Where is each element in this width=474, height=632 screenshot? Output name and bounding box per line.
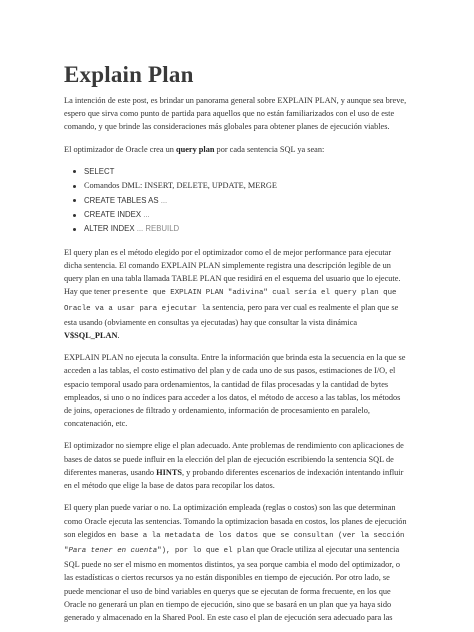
query-plan-paragraph: El query plan es el método elegido por el optimizador como el de mejor performance para ejecutar dicha sentencia. El comando EXPLAIN PLAN simplemente registra una descripción legible de un query plan en una tabla llamada TABLE PLAN que residirá en el esquema del usuario que lo ejecute. Hay que tener presente que EXPLAIN PLAN "adivina" cual sería el query plan que Oracle va a usar para ejecutar la sentencia, pero para ver cual es realmente el plan que se esta usando (obviamente en consultas ya ejecutadas) hay que consultar la vista dinámica V$SQL_PLAN.: [64, 247, 401, 341]
intro-paragraph: La intención de este post, es brindar un panorama general sobre EXPLAIN PLAN, y aunque sea breve, espero que sirva como punto de partida para aquellos que no están familiarizados con el uso de este comando, y que brinde las consideraciones más globales para obtener planes de ejecución viables.: [64, 96, 407, 132]
hints-term: HINTS: [156, 467, 182, 477]
query-plan-term: query plan: [175, 144, 215, 154]
explain-plan-paragraph: EXPLAIN PLAN no ejecuta la consulta. Entre la información que brinda esta la secuencia en la que se acceden a las tablas, el costo estimativo del plan y de cada uno de sus pasos, estimaciones de I/O, el espacio temporal usado para ordenamientos, la cantidad de filas procesadas y la cantidad de bytes empleados, si uno o no índices para acceder a los datos, el método de acceso a las tablas, los métodos de joins, operaciones de filtrado y ordenamiento, información de procesamiento en paralelo, concatenación, etc.: [64, 353, 406, 429]
list-item: ALTER INDEX ... REBUILD: [84, 222, 410, 236]
list-item: SELECT: [84, 165, 410, 179]
optimizer-paragraph: [64, 143, 410, 156]
optimizer-text: El optimizador de Oracle crea un: [64, 144, 176, 154]
list-item: CREATE TABLES AS ...: [84, 194, 410, 208]
page-title: Explain Plan: [64, 62, 194, 87]
vsql-plan-term: V$SQL_PLAN: [64, 331, 118, 341]
statement-list: [64, 165, 410, 237]
list-item: Comandos DML: INSERT, DELETE, UPDATE, MERGE: [84, 179, 410, 193]
optimizer-text-end: por cada sentencia SQL ya sean:: [214, 144, 325, 154]
query-plan-variation-paragraph: El query plan puede variar o no. La optimización empleada (reglas o costos) son las que determinan como Oracle ejecuta las sentencias. Tomando la optimizacion basada en costos, los planes de ejecución son elegidos en base a la metadata de los datos que se consultan (ver la sección "Para tener en cuenta"), por lo que el plan que Oracle utiliza al ejecutar una sentencia SQL puede no ser el mismo en momentos distintos, ya sea porque cambia el modo del optimizador, o las estadísticas o ciertos recursos ya no están disponibles en tiempo de ejecución. Por otro lado, se puede mencionar el uso de bind variables en querys que se ejecutan de forma frecuente, en los que Oracle no generará un plan en tiempo de ejecución, sino que se basará en un plan que ya haya sido generado y almacenado en la Shared Pool. En este caso el plan de ejecución sera adecuado para las: [64, 503, 407, 622]
optimizer-choice-paragraph: El optimizador no siempre elige el plan adecuado. Ante problemas de rendimiento con aplicaciones de bases de datos se puede influir en la elección del plan de ejecución escribiendo la sentencia SQL de diferentes maneras, usando HINTS, y probando diferentes escenarios de indexación intentando influir en el método que elige la base de datos para recopilar los datos.: [64, 441, 404, 491]
list-item: CREATE INDEX ...: [84, 208, 410, 222]
